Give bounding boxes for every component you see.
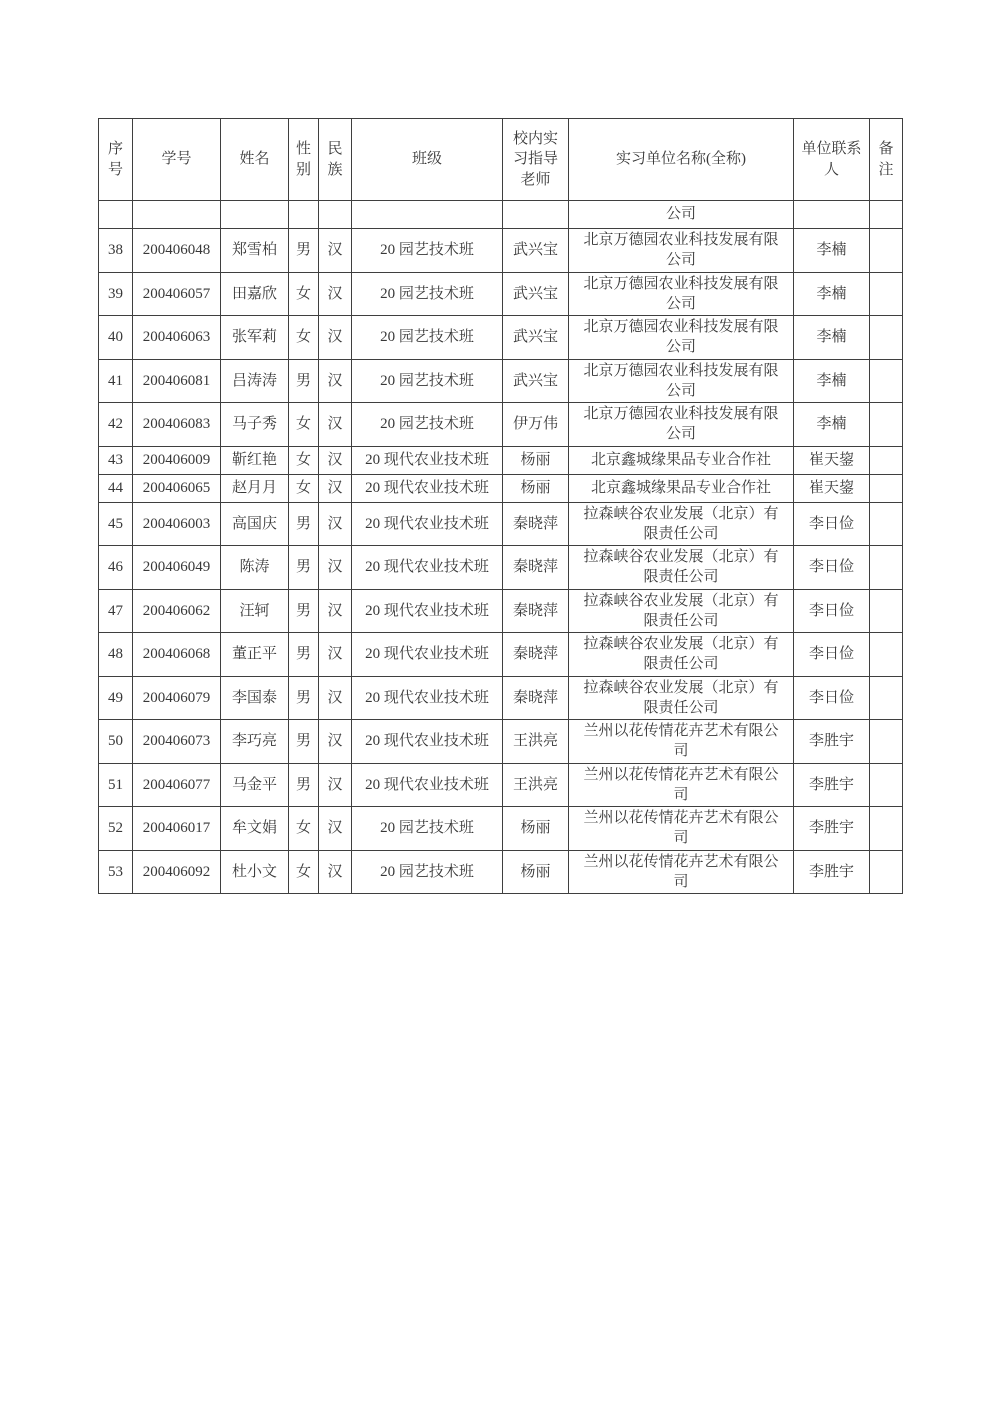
cell-class: 20 现代农业技术班 — [352, 633, 503, 677]
cell-id: 200406065 — [133, 474, 221, 502]
company-name: 兰州以花传情花卉艺术有限公司 — [583, 766, 779, 803]
cell-note — [870, 546, 903, 590]
student-row — [99, 633, 903, 677]
student-row — [99, 474, 903, 502]
cell-class: 20 园艺技术班 — [352, 359, 503, 403]
cell-no: 38 — [99, 229, 133, 273]
cell-contact: 李日俭 — [794, 676, 870, 720]
company-name: 北京万德园农业科技发展有限公司 — [583, 362, 779, 399]
cell-teacher: 秦晓萍 — [503, 633, 569, 677]
cell-id: 200406057 — [133, 272, 221, 316]
cell-gender: 男 — [289, 720, 319, 764]
cell-no — [99, 201, 133, 229]
cell-contact: 崔天鋆 — [794, 446, 870, 474]
cell-teacher: 秦晓萍 — [503, 502, 569, 546]
cell-company — [569, 502, 794, 546]
header-teacher — [503, 119, 569, 201]
header-class — [352, 119, 503, 201]
cell-teacher: 伊万伟 — [503, 403, 569, 447]
cell-class: 20 现代农业技术班 — [352, 676, 503, 720]
cell-company — [569, 229, 794, 273]
cell-teacher: 杨丽 — [503, 474, 569, 502]
cell-gender — [289, 201, 319, 229]
student-row — [99, 850, 903, 894]
cell-gender: 男 — [289, 633, 319, 677]
cell-note — [870, 446, 903, 474]
cell-contact — [794, 201, 870, 229]
cell-class: 20 园艺技术班 — [352, 229, 503, 273]
cell-id: 200406079 — [133, 676, 221, 720]
cell-teacher: 王洪亮 — [503, 763, 569, 807]
cell-company — [569, 201, 794, 229]
cell-no: 53 — [99, 850, 133, 894]
cell-teacher: 武兴宝 — [503, 359, 569, 403]
cell-ethnicity: 汉 — [319, 546, 352, 590]
cell-class: 20 园艺技术班 — [352, 403, 503, 447]
cell-no: 39 — [99, 272, 133, 316]
cell-ethnicity: 汉 — [319, 502, 352, 546]
student-row — [99, 316, 903, 360]
header-label: 姓名 — [239, 151, 270, 168]
cell-company — [569, 850, 794, 894]
company-name: 拉森峡谷农业发展（北京）有限责任公司 — [583, 505, 779, 542]
cell-class: 20 园艺技术班 — [352, 807, 503, 851]
cell-company — [569, 763, 794, 807]
cell-note — [870, 201, 903, 229]
cell-contact: 李胜宇 — [794, 850, 870, 894]
internship-roster-table — [98, 118, 903, 894]
cell-note — [870, 807, 903, 851]
cell-teacher: 秦晓萍 — [503, 546, 569, 590]
cell-gender: 女 — [289, 316, 319, 360]
cell-no: 52 — [99, 807, 133, 851]
header-label: 性别 — [295, 141, 311, 178]
cell-contact: 李楠 — [794, 272, 870, 316]
cell-name: 李国泰 — [221, 676, 289, 720]
cell-contact: 李日俭 — [794, 502, 870, 546]
cell-name: 董正平 — [221, 633, 289, 677]
cell-gender: 男 — [289, 502, 319, 546]
cell-ethnicity: 汉 — [319, 633, 352, 677]
student-row — [99, 272, 903, 316]
cell-contact: 李日俭 — [794, 546, 870, 590]
cell-contact: 李胜宇 — [794, 720, 870, 764]
cell-ethnicity: 汉 — [319, 272, 352, 316]
cell-no: 47 — [99, 589, 133, 633]
cell-id: 200406077 — [133, 763, 221, 807]
student-row — [99, 807, 903, 851]
cell-company — [569, 446, 794, 474]
cell-name: 高国庆 — [221, 502, 289, 546]
cell-gender: 女 — [289, 272, 319, 316]
cell-no: 45 — [99, 502, 133, 546]
cell-note — [870, 720, 903, 764]
cell-ethnicity — [319, 201, 352, 229]
cell-gender: 女 — [289, 807, 319, 851]
company-name: 北京万德园农业科技发展有限公司 — [583, 232, 779, 269]
cell-teacher: 武兴宝 — [503, 272, 569, 316]
cell-no: 41 — [99, 359, 133, 403]
cell-id: 200406009 — [133, 446, 221, 474]
carryover-row — [99, 201, 903, 229]
cell-no: 43 — [99, 446, 133, 474]
cell-note — [870, 850, 903, 894]
cell-gender: 男 — [289, 676, 319, 720]
cell-id: 200406081 — [133, 359, 221, 403]
cell-company — [569, 807, 794, 851]
cell-no: 48 — [99, 633, 133, 677]
student-row — [99, 589, 903, 633]
cell-gender: 女 — [289, 403, 319, 447]
header-label: 校内实习指导老师 — [512, 131, 558, 188]
cell-company — [569, 316, 794, 360]
cell-ethnicity: 汉 — [319, 474, 352, 502]
cell-gender: 男 — [289, 589, 319, 633]
student-row — [99, 502, 903, 546]
cell-ethnicity: 汉 — [319, 589, 352, 633]
cell-teacher: 杨丽 — [503, 807, 569, 851]
cell-ethnicity: 汉 — [319, 403, 352, 447]
cell-ethnicity: 汉 — [319, 850, 352, 894]
cell-note — [870, 474, 903, 502]
cell-note — [870, 763, 903, 807]
cell-note — [870, 589, 903, 633]
header-label: 班级 — [411, 151, 442, 168]
cell-no: 49 — [99, 676, 133, 720]
cell-class: 20 现代农业技术班 — [352, 502, 503, 546]
cell-class: 20 现代农业技术班 — [352, 720, 503, 764]
company-name: 兰州以花传情花卉艺术有限公司 — [583, 723, 779, 760]
cell-no: 40 — [99, 316, 133, 360]
cell-class: 20 现代农业技术班 — [352, 446, 503, 474]
cell-company — [569, 359, 794, 403]
cell-teacher: 武兴宝 — [503, 316, 569, 360]
cell-teacher: 杨丽 — [503, 850, 569, 894]
cell-id: 200406062 — [133, 589, 221, 633]
cell-contact: 崔天鋆 — [794, 474, 870, 502]
cell-teacher — [503, 201, 569, 229]
cell-contact: 李楠 — [794, 316, 870, 360]
cell-contact: 李胜宇 — [794, 807, 870, 851]
cell-name: 马子秀 — [221, 403, 289, 447]
header-label: 序号 — [107, 141, 123, 178]
cell-ethnicity: 汉 — [319, 720, 352, 764]
cell-id: 200406068 — [133, 633, 221, 677]
cell-name: 李巧亮 — [221, 720, 289, 764]
company-name: 兰州以花传情花卉艺术有限公司 — [583, 853, 779, 890]
header-company — [569, 119, 794, 201]
cell-no: 51 — [99, 763, 133, 807]
cell-teacher: 王洪亮 — [503, 720, 569, 764]
cell-no: 46 — [99, 546, 133, 590]
student-row — [99, 359, 903, 403]
cell-contact: 李楠 — [794, 359, 870, 403]
company-name: 北京鑫城缘果品专业合作社 — [590, 479, 771, 496]
cell-contact: 李楠 — [794, 403, 870, 447]
header-row — [99, 119, 903, 201]
cell-company — [569, 633, 794, 677]
cell-class: 20 园艺技术班 — [352, 316, 503, 360]
company-name: 公司 — [665, 206, 696, 223]
cell-note — [870, 316, 903, 360]
cell-id: 200406073 — [133, 720, 221, 764]
cell-class: 20 现代农业技术班 — [352, 474, 503, 502]
cell-id: 200406092 — [133, 850, 221, 894]
cell-gender: 男 — [289, 229, 319, 273]
cell-company — [569, 272, 794, 316]
cell-class: 20 园艺技术班 — [352, 272, 503, 316]
header-note — [870, 119, 903, 201]
header-label: 单位联系人 — [801, 141, 862, 178]
cell-note — [870, 502, 903, 546]
header-name — [221, 119, 289, 201]
cell-class: 20 园艺技术班 — [352, 850, 503, 894]
cell-ethnicity: 汉 — [319, 359, 352, 403]
cell-name: 靳红艳 — [221, 446, 289, 474]
cell-contact: 李楠 — [794, 229, 870, 273]
cell-contact: 李日俭 — [794, 633, 870, 677]
cell-id: 200406003 — [133, 502, 221, 546]
cell-ethnicity: 汉 — [319, 316, 352, 360]
cell-company — [569, 403, 794, 447]
cell-contact: 李日俭 — [794, 589, 870, 633]
cell-teacher: 秦晓萍 — [503, 589, 569, 633]
company-name: 拉森峡谷农业发展（北京）有限责任公司 — [583, 636, 779, 673]
cell-gender: 男 — [289, 546, 319, 590]
cell-name: 郑雪柏 — [221, 229, 289, 273]
cell-id: 200406083 — [133, 403, 221, 447]
cell-name: 赵月月 — [221, 474, 289, 502]
company-name: 兰州以花传情花卉艺术有限公司 — [583, 810, 779, 847]
cell-ethnicity: 汉 — [319, 229, 352, 273]
company-name: 拉森峡谷农业发展（北京）有限责任公司 — [583, 549, 779, 586]
cell-note — [870, 229, 903, 273]
cell-contact: 李胜宇 — [794, 763, 870, 807]
cell-no: 50 — [99, 720, 133, 764]
header-label: 学号 — [161, 151, 192, 168]
cell-id: 200406049 — [133, 546, 221, 590]
cell-teacher: 杨丽 — [503, 446, 569, 474]
cell-name: 陈涛 — [221, 546, 289, 590]
cell-id — [133, 201, 221, 229]
header-label: 民族 — [327, 141, 343, 178]
cell-ethnicity: 汉 — [319, 807, 352, 851]
cell-note — [870, 633, 903, 677]
cell-gender: 女 — [289, 474, 319, 502]
company-name: 北京万德园农业科技发展有限公司 — [583, 406, 779, 443]
cell-name: 杜小文 — [221, 850, 289, 894]
cell-name: 马金平 — [221, 763, 289, 807]
student-row — [99, 763, 903, 807]
company-name: 北京万德园农业科技发展有限公司 — [583, 275, 779, 312]
header-label: 备注 — [878, 141, 894, 178]
cell-gender: 女 — [289, 446, 319, 474]
header-contact — [794, 119, 870, 201]
student-row — [99, 446, 903, 474]
student-row — [99, 229, 903, 273]
header-no — [99, 119, 133, 201]
cell-name: 田嘉欣 — [221, 272, 289, 316]
cell-company — [569, 546, 794, 590]
cell-id: 200406063 — [133, 316, 221, 360]
header-id — [133, 119, 221, 201]
cell-note — [870, 676, 903, 720]
cell-note — [870, 272, 903, 316]
company-name: 北京鑫城缘果品专业合作社 — [590, 451, 771, 468]
cell-gender: 女 — [289, 850, 319, 894]
cell-company — [569, 589, 794, 633]
cell-ethnicity: 汉 — [319, 763, 352, 807]
cell-gender: 男 — [289, 763, 319, 807]
cell-teacher: 武兴宝 — [503, 229, 569, 273]
cell-no: 42 — [99, 403, 133, 447]
cell-class: 20 现代农业技术班 — [352, 589, 503, 633]
cell-name: 吕涛涛 — [221, 359, 289, 403]
cell-teacher: 秦晓萍 — [503, 676, 569, 720]
student-row — [99, 546, 903, 590]
cell-id: 200406017 — [133, 807, 221, 851]
header-gender — [289, 119, 319, 201]
cell-name: 牟文娟 — [221, 807, 289, 851]
student-row — [99, 676, 903, 720]
cell-note — [870, 403, 903, 447]
cell-name — [221, 201, 289, 229]
cell-company — [569, 720, 794, 764]
table-body — [99, 201, 903, 894]
cell-note — [870, 359, 903, 403]
cell-class — [352, 201, 503, 229]
cell-company — [569, 676, 794, 720]
header-ethnicity — [319, 119, 352, 201]
cell-class: 20 现代农业技术班 — [352, 763, 503, 807]
cell-name: 张军莉 — [221, 316, 289, 360]
company-name: 拉森峡谷农业发展（北京）有限责任公司 — [583, 679, 779, 716]
cell-gender: 男 — [289, 359, 319, 403]
cell-ethnicity: 汉 — [319, 446, 352, 474]
cell-id: 200406048 — [133, 229, 221, 273]
student-row — [99, 403, 903, 447]
student-row — [99, 720, 903, 764]
cell-ethnicity: 汉 — [319, 676, 352, 720]
header-label: 实习单位名称(全称) — [616, 151, 746, 168]
company-name: 拉森峡谷农业发展（北京）有限责任公司 — [583, 592, 779, 629]
cell-name: 汪轲 — [221, 589, 289, 633]
cell-company — [569, 474, 794, 502]
cell-class: 20 现代农业技术班 — [352, 546, 503, 590]
cell-no: 44 — [99, 474, 133, 502]
company-name: 北京万德园农业科技发展有限公司 — [583, 319, 779, 356]
